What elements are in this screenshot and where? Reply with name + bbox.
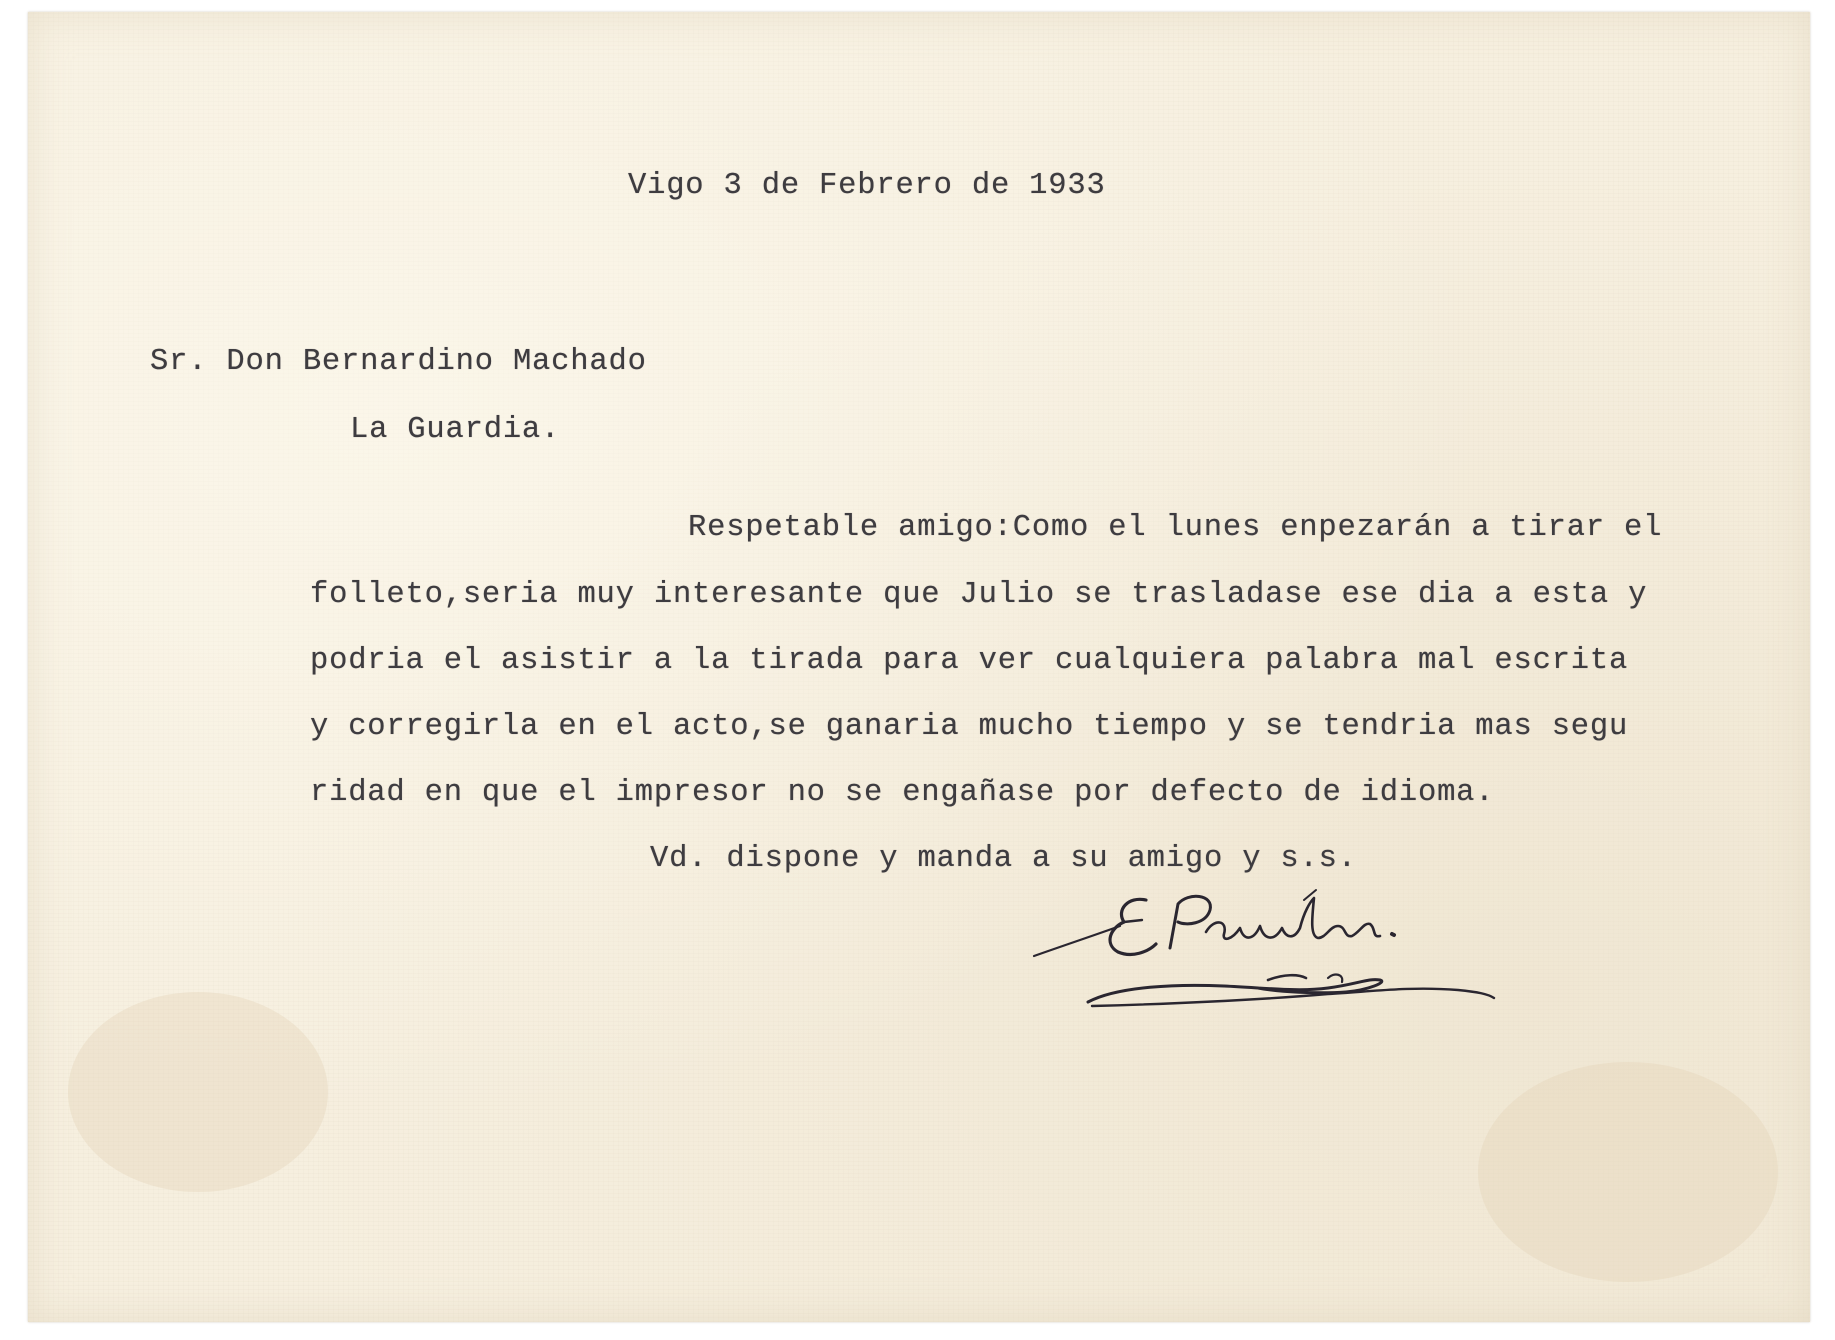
- recipient-name: Sr. Don Bernardino Machado: [150, 345, 647, 379]
- paper-stain: [1478, 1062, 1778, 1282]
- paper-stain: [68, 992, 328, 1192]
- body-line: folleto,seria muy interesante que Julio se trasladase ese dia a esta y: [310, 578, 1648, 612]
- letter-date: Vigo 3 de Febrero de 1933: [628, 169, 1106, 203]
- letter-sheet: [28, 12, 1810, 1322]
- handwritten-signature: [1028, 882, 1548, 1032]
- recipient-place: La Guardia.: [350, 413, 561, 447]
- body-line: ridad en que el impresor no se engañase por defecto de idioma.: [310, 776, 1495, 810]
- closing-line: Vd. dispone y manda a su amigo y s.s.: [650, 842, 1357, 876]
- body-line: y corregirla en el acto,se ganaria mucho tiempo y se tendria mas segu: [310, 710, 1629, 744]
- body-line: Respetable amigo:Como el lunes enpezarán a tirar el: [688, 511, 1663, 545]
- body-line: podria el asistir a la tirada para ver cualquiera palabra mal escrita: [310, 644, 1629, 678]
